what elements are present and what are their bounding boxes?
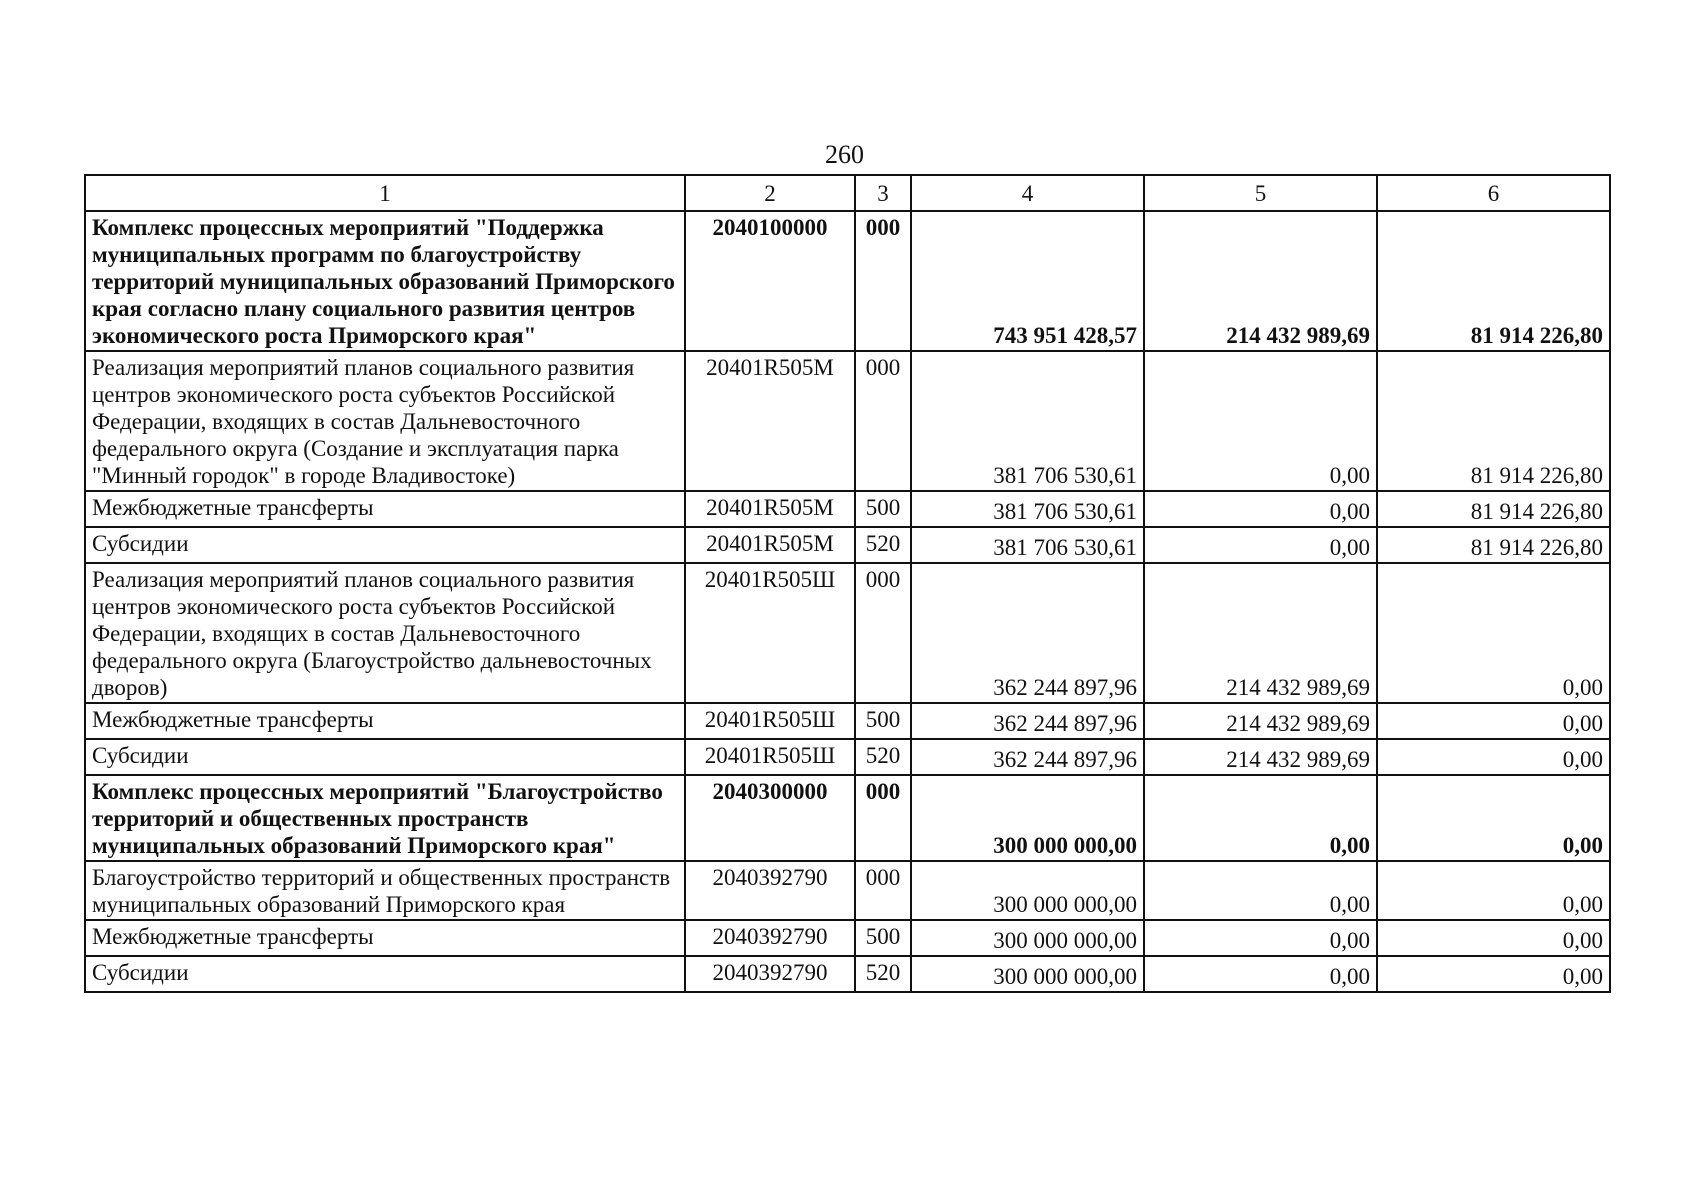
expense-type-code: 520 [855,527,911,563]
row-name: Субсидии [85,739,685,775]
row-name: Межбюджетные трансферты [85,491,685,527]
amount-col-6: 0,00 [1377,775,1610,861]
row-name: Субсидии [85,956,685,992]
expense-type-code: 520 [855,739,911,775]
target-article-code: 20401R505Ш [685,563,855,703]
target-article-code: 20401R505M [685,491,855,527]
amount-col-5: 0,00 [1144,491,1377,527]
row-name: Межбюджетные трансферты [85,703,685,739]
table-body [85,211,1610,992]
table-row [85,775,1610,861]
table-row [85,563,1610,703]
budget-table [84,174,1611,993]
amount-col-4: 362 244 897,96 [911,739,1144,775]
target-article-code: 20401R505Ш [685,703,855,739]
amount-col-5: 0,00 [1144,861,1377,920]
table-row [85,211,1610,351]
target-article-code: 2040392790 [685,861,855,920]
table-row [85,527,1610,563]
target-article-code: 20401R505M [685,527,855,563]
amount-col-6: 81 914 226,80 [1377,491,1610,527]
amount-col-5: 214 432 989,69 [1144,563,1377,703]
row-name: Комплекс процессных мероприятий "Поддержка муниципальных программ по благоустройству территорий муниципальных образований Приморского края согласно плану социального развития центров экономического роста Приморского края" [85,211,685,351]
amount-col-5: 0,00 [1144,527,1377,563]
column-number-1: 1 [85,175,685,211]
column-number-6: 6 [1377,175,1610,211]
target-article-code: 2040392790 [685,920,855,956]
column-number-5: 5 [1144,175,1377,211]
expense-type-code: 000 [855,211,911,351]
expense-type-code: 500 [855,920,911,956]
row-name: Реализация мероприятий планов социального развития центров экономического роста субъектов Российской Федерации, входящих в состав Дальневосточного федерального округа (Благоустройство дальневосточных дворов) [85,563,685,703]
expense-type-code: 000 [855,351,911,491]
table-row [85,861,1610,920]
amount-col-4: 362 244 897,96 [911,563,1144,703]
table-row [85,351,1610,491]
column-number-3: 3 [855,175,911,211]
table-row [85,491,1610,527]
amount-col-4: 381 706 530,61 [911,351,1144,491]
expense-type-code: 000 [855,861,911,920]
row-name: Благоустройство территорий и общественных пространств муниципальных образований Приморского края [85,861,685,920]
amount-col-6: 0,00 [1377,920,1610,956]
table-row [85,703,1610,739]
table-row [85,739,1610,775]
expense-type-code: 500 [855,491,911,527]
amount-col-5: 214 432 989,69 [1144,703,1377,739]
amount-col-6: 0,00 [1377,563,1610,703]
page-number: 260 [825,140,864,169]
amount-col-4: 300 000 000,00 [911,861,1144,920]
row-name: Межбюджетные трансферты [85,920,685,956]
amount-col-6: 81 914 226,80 [1377,211,1610,351]
row-name: Комплекс процессных мероприятий "Благоустройство территорий и общественных пространств муниципальных образований Приморского края" [85,775,685,861]
amount-col-4: 743 951 428,57 [911,211,1144,351]
row-name: Реализация мероприятий планов социального развития центров экономического роста субъектов Российской Федерации, входящих в состав Дальневосточного федерального округа (Создание и эксплуатация парка "Минный городок" в городе Владивостоке) [85,351,685,491]
target-article-code: 2040392790 [685,956,855,992]
amount-col-5: 214 432 989,69 [1144,211,1377,351]
row-name: Субсидии [85,527,685,563]
amount-col-5: 214 432 989,69 [1144,739,1377,775]
amount-col-5: 0,00 [1144,956,1377,992]
expense-type-code: 000 [855,563,911,703]
amount-col-4: 381 706 530,61 [911,527,1144,563]
amount-col-4: 300 000 000,00 [911,775,1144,861]
amount-col-4: 300 000 000,00 [911,956,1144,992]
column-number-2: 2 [685,175,855,211]
amount-col-6: 0,00 [1377,739,1610,775]
target-article-code: 20401R505M [685,351,855,491]
amount-col-6: 81 914 226,80 [1377,351,1610,491]
expense-type-code: 000 [855,775,911,861]
amount-col-4: 362 244 897,96 [911,703,1144,739]
amount-col-6: 0,00 [1377,703,1610,739]
amount-col-5: 0,00 [1144,920,1377,956]
amount-col-5: 0,00 [1144,351,1377,491]
expense-type-code: 520 [855,956,911,992]
amount-col-5: 0,00 [1144,775,1377,861]
column-number-row [85,175,1610,211]
target-article-code: 2040100000 [685,211,855,351]
column-number-4: 4 [911,175,1144,211]
target-article-code: 2040300000 [685,775,855,861]
table-row [85,920,1610,956]
amount-col-4: 300 000 000,00 [911,920,1144,956]
table-row [85,956,1610,992]
amount-col-4: 381 706 530,61 [911,491,1144,527]
amount-col-6: 81 914 226,80 [1377,527,1610,563]
target-article-code: 20401R505Ш [685,739,855,775]
amount-col-6: 0,00 [1377,861,1610,920]
amount-col-6: 0,00 [1377,956,1610,992]
expense-type-code: 500 [855,703,911,739]
